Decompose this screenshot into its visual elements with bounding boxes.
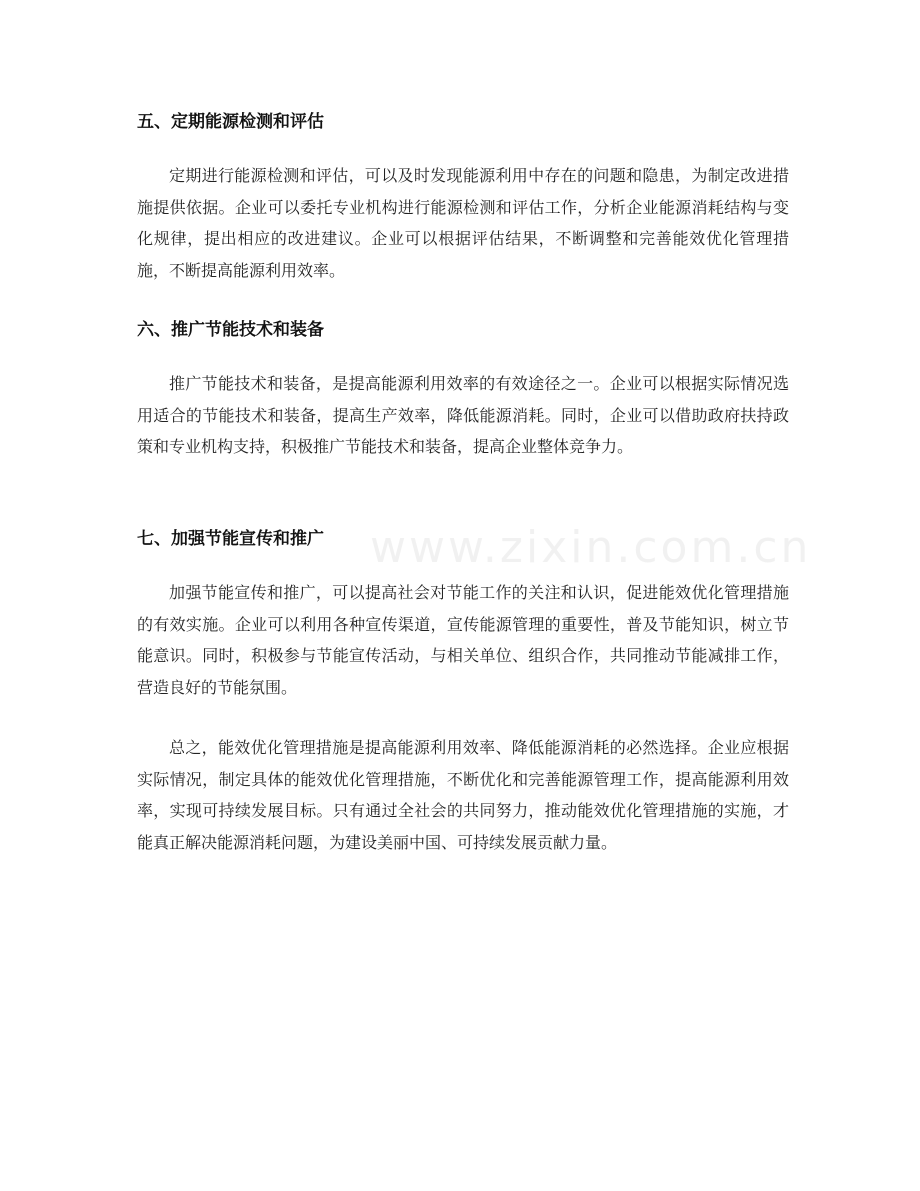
- conclusion-section: [137, 732, 789, 858]
- section-6: [137, 318, 789, 463]
- section-heading: 六、推广节能技术和装备: [137, 320, 324, 340]
- conclusion-paragraph: 总之，能效优化管理措施是提高能源利用效率、降低能源消耗的必然选择。企业应根据实际情况，制定具体的能效优化管理措施，不断优化和完善能源管理工作，提高能源利用效率，实现可持续发展目标。只有通过全社会的共同努力，推动能效优化管理措施的实施，才能真正解决能源消耗问题，为建设美丽中国、可持续发展贡献力量。: [137, 738, 789, 852]
- section-5: [137, 110, 789, 286]
- section-paragraph: 加强节能宣传和推广，可以提高社会对节能工作的关注和认识，促进能效优化管理措施的有效实施。企业可以利用各种宣传渠道，宣传能源管理的重要性，普及节能知识，树立节能意识。同时，积极参与节能宣传活动，与相关单位、组织合作，共同推动节能减排工作，营造良好的节能氛围。: [137, 583, 789, 697]
- section-paragraph: 定期进行能源检测和评估，可以及时发现能源利用中存在的问题和隐患，为制定改进措施提供依据。企业可以委托专业机构进行能源检测和评估工作，分析企业能源消耗结构与变化规律，提出相应的改进建议。企业可以根据评估结果，不断调整和完善能效优化管理措施，不断提高能源利用效率。: [137, 166, 789, 280]
- section-heading: 五、定期能源检测和评估: [137, 112, 324, 132]
- watermark: www.zixin.com.cn: [370, 522, 812, 573]
- section-7: [137, 527, 789, 703]
- section-heading: 七、加强节能宣传和推广: [137, 529, 324, 549]
- section-paragraph: 推广节能技术和装备，是提高能源利用效率的有效途径之一。企业可以根据实际情况选用适合的节能技术和装备，提高生产效率，降低能源消耗。同时，企业可以借助政府扶持政策和专业机构支持，积极推广节能技术和装备，提高企业整体竞争力。: [137, 374, 789, 456]
